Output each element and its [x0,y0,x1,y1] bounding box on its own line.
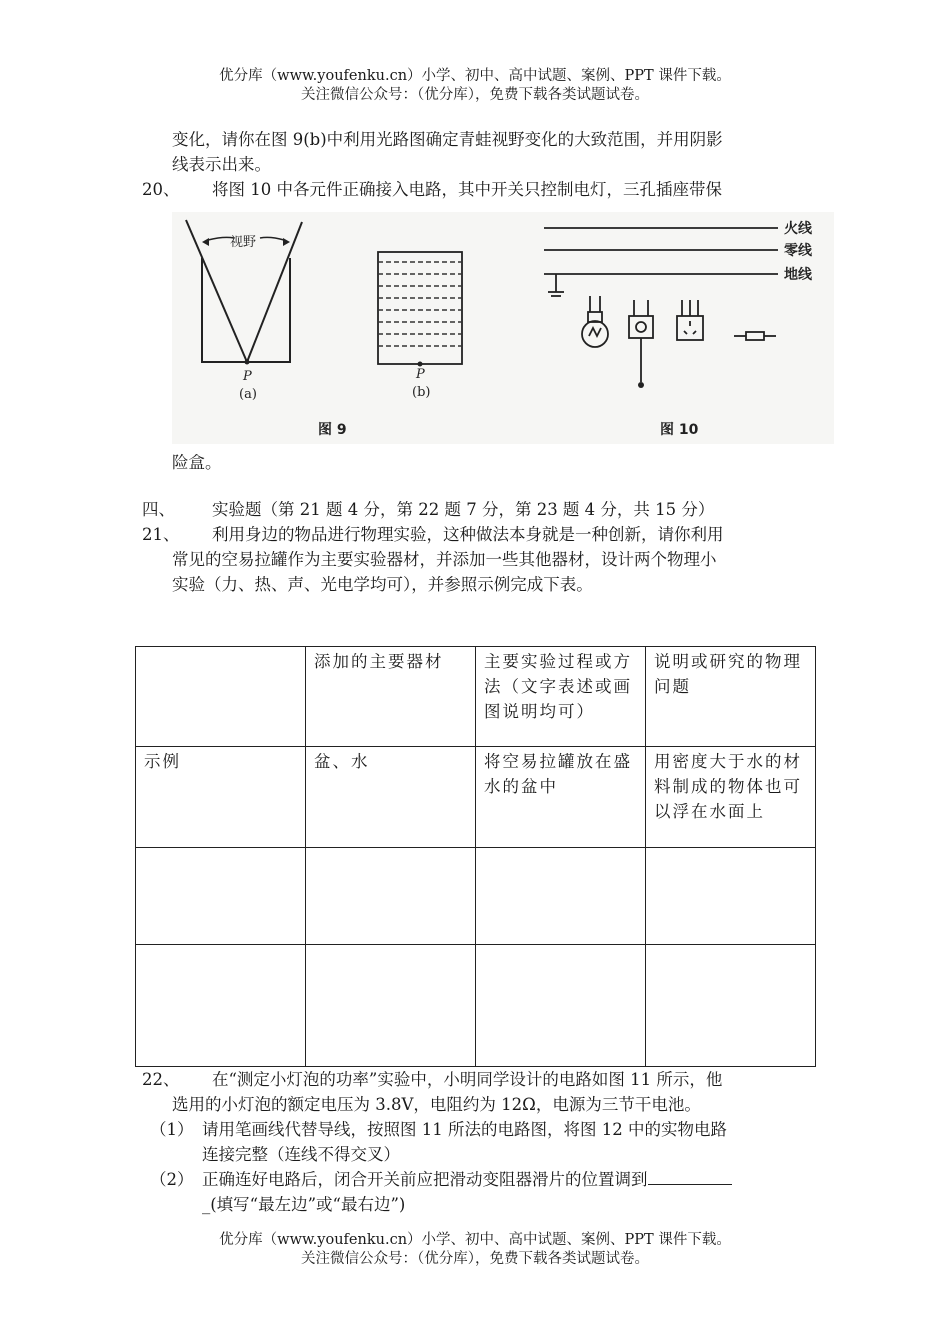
table-cell[interactable] [646,945,816,1067]
table-cell[interactable] [136,848,306,945]
header-line-2: 关注微信公众号：（优分库），免费下载各类试题试卷。 [301,87,649,103]
view-arrow-right [260,237,284,240]
live-wire-label: 火线 [784,221,812,237]
well-b-box [378,252,462,364]
q22-sub2-line-2: _(填写“最左边”或“最右边”) [202,1195,406,1214]
answer-blank[interactable] [648,1167,732,1185]
section4-number: 四、 [142,500,175,519]
table-cell[interactable] [136,945,306,1067]
q22-line-1: 在“测定小灯泡的功率”实验中，小明同学设计的电路如图 11 所示，他 [212,1070,723,1089]
table-cell: 将空易拉罐放在盛水的盆中 [476,747,646,848]
well-b-water-lines [378,262,462,346]
label-p-a: P [243,369,252,384]
table-cell[interactable] [476,945,646,1067]
fig9-caption: 图 9 [318,422,347,438]
point-p-a [245,360,250,365]
table-row [136,945,816,1067]
switch-icon [629,316,653,338]
header-line-1: 优分库（www.youfenku.cn）小学、初中、高中试题、案例、PPT 课件下载。 [219,68,731,84]
table-header-row [136,647,816,747]
fuse-icon [746,332,764,340]
view-arrowhead-right [283,238,290,246]
table-example-row [136,747,816,848]
table-cell: 盆、水 [306,747,476,848]
table-cell: 示例 [136,747,306,848]
q22-sub1-number: （1） [150,1120,194,1139]
figure-9-10 [172,212,834,444]
q20-cont: 险盒。 [172,453,222,472]
view-arrowhead-left [202,238,209,246]
q22-line-2: 选用的小灯泡的额定电压为 3.8V，电阻约为 12Ω，电源为三节干电池。 [172,1095,701,1114]
table-cell[interactable] [646,848,816,945]
q20-number: 20、 [142,180,180,199]
q21-line-2: 常见的空易拉罐作为主要实验器材，并添加一些其他器材，设计两个物理小 [172,550,717,569]
section4-title: 实验题（第 21 题 4 分，第 22 题 7 分，第 23 题 4 分，共 15 分） [212,500,715,519]
table-header-cell [136,647,306,747]
pull-cord-end [638,382,644,388]
label-a: (a) [239,387,257,402]
q21-line-1: 利用身边的物品进行物理实验，这种做法本身就是一种创新，请你利用 [212,525,724,544]
q22-sub2-number: （2） [150,1170,194,1189]
q21-line-3: 实验（力、热、声、光电学均可），并参照示例完成下表。 [172,575,593,594]
q19-line-2: 线表示出来。 [172,155,271,174]
q22-sub2-line-1-wrap [202,1167,732,1192]
table-header-cell: 说明或研究的物理问题 [646,647,816,747]
ground-wire-label: 地线 [784,267,812,283]
neutral-wire-label: 零线 [784,243,812,259]
q22-sub1-line-1: 请用笔画线代替导线，按照图 11 所法的电路图，将图 12 中的实物电路 [202,1120,727,1139]
q19-line-1: 变化，请你在图 9(b)中利用光路图确定青蛙视野变化的大致范围，并用阴影 [172,130,723,149]
well-a-walls [202,258,290,362]
q22-sub2-line-1: 正确连好电路后，闭合开关前应把滑动变阻器滑片的位置调到 [202,1170,648,1189]
footer-line-1: 优分库（www.youfenku.cn）小学、初中、高中试题、案例、PPT 课件下载。 [219,1232,731,1248]
table-cell[interactable] [476,848,646,945]
table-header-cell: 添加的主要器材 [306,647,476,747]
q20-text: 将图 10 中各元件正确接入电路，其中开关只控制电灯，三孔插座带保 [212,180,722,199]
label-p-b: P [416,367,425,382]
table-header-cell: 主要实验过程或方法（文字表述或画图说明均可） [476,647,646,747]
socket-icon [677,316,703,340]
table-row [136,848,816,945]
footer-line-2: 关注微信公众号：（优分库），免费下载各类试题试卷。 [301,1251,649,1267]
q22-number: 22、 [142,1070,180,1089]
experiment-table [135,646,816,1067]
table-cell[interactable] [306,945,476,1067]
label-b: (b) [412,385,431,400]
table-cell[interactable] [306,848,476,945]
point-p-b [418,362,423,367]
q21-number: 21、 [142,525,180,544]
table-cell: 用密度大于水的材料制成的物体也可以浮在水面上 [646,747,816,848]
view-label: 视野 [230,235,257,250]
fig10-caption: 图 10 [660,422,699,438]
q22-sub1-line-2: 连接完整（连线不得交叉） [202,1145,400,1164]
